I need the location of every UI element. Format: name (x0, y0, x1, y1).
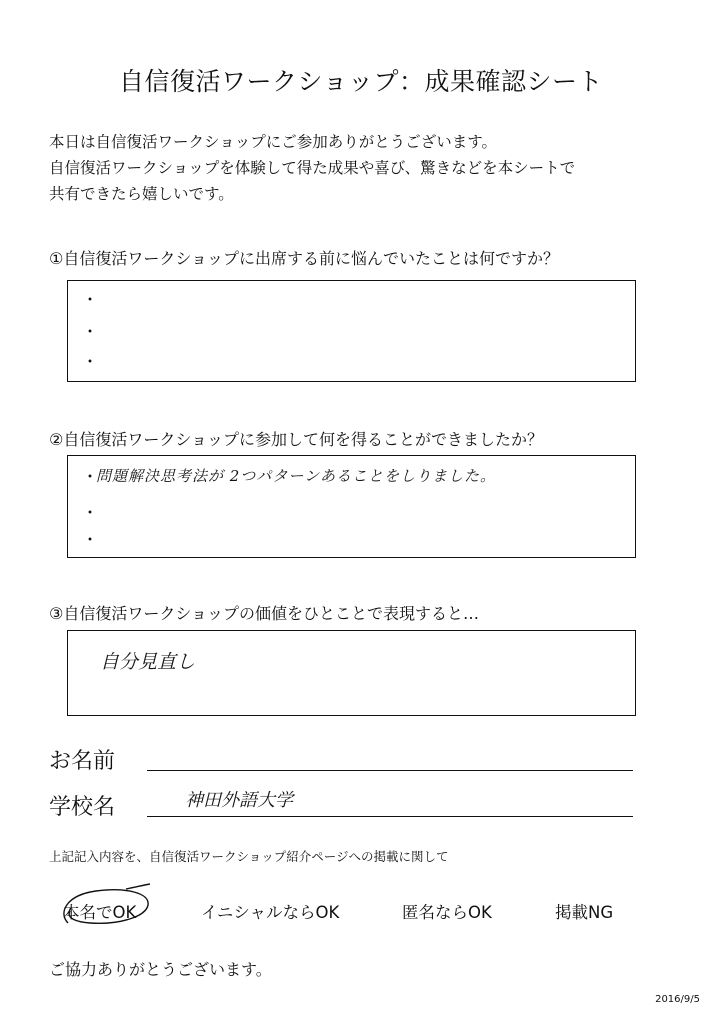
consent-text: 上記記入内容を、自信復活ワークショップ紹介ページへの掲載に関して (49, 849, 449, 864)
bullet: ・ (82, 352, 99, 371)
date-text: 2016/9/5 (655, 994, 700, 1005)
question-1-answer-box[interactable] (67, 280, 636, 382)
bullet: ・ (82, 322, 99, 341)
question-2-answer-box[interactable] (67, 455, 636, 558)
option-anonymous[interactable]: 匿名ならOK (402, 903, 492, 922)
answer-line: 問題解決思考法が 2つパターンあることをしりました。 (96, 467, 497, 485)
bullet: ・ (82, 503, 99, 522)
bullet: ・ (82, 467, 99, 486)
answer-line: 自分見直し (100, 651, 196, 673)
option-real-name[interactable]: 本名でOK (63, 903, 137, 922)
school-field[interactable] (147, 790, 633, 817)
option-initials[interactable]: イニシャルならOK (201, 903, 340, 922)
name-field[interactable] (147, 768, 633, 771)
intro-text (49, 129, 575, 207)
intro-line: 本日は自信復活ワークショップにご参加ありがとうございます。 (49, 133, 497, 151)
question-1-label: ①自信復活ワークショップに出席する前に悩んでいたことは何ですか？ (49, 249, 560, 268)
question-2-label: ②自信復活ワークショップに参加して何を得ることができましたか？ (49, 430, 544, 449)
page-title: 自信復活ワークショップ：成果確認シート (118, 67, 603, 96)
bullet: ・ (82, 530, 99, 549)
thanks-text: ご協力ありがとうございます。 (49, 960, 272, 979)
intro-line: 共有できたら嬉しいです。 (49, 185, 234, 203)
name-label: お名前 (49, 749, 116, 774)
bullet: ・ (82, 290, 99, 309)
question-3-answer-box[interactable] (67, 630, 636, 716)
option-no-publish[interactable]: 掲載NG (555, 903, 614, 922)
intro-line: 自信復活ワークショップを体験して得た成果や喜び、驚きなどを本シートで (49, 159, 576, 177)
question-3-label: ③自信復活ワークショップの価値をひとことで表現すると… (49, 604, 480, 623)
school-value: 神田外語大学 (185, 790, 293, 811)
selection-circle-mark (56, 883, 154, 931)
school-label: 学校名 (49, 795, 116, 820)
